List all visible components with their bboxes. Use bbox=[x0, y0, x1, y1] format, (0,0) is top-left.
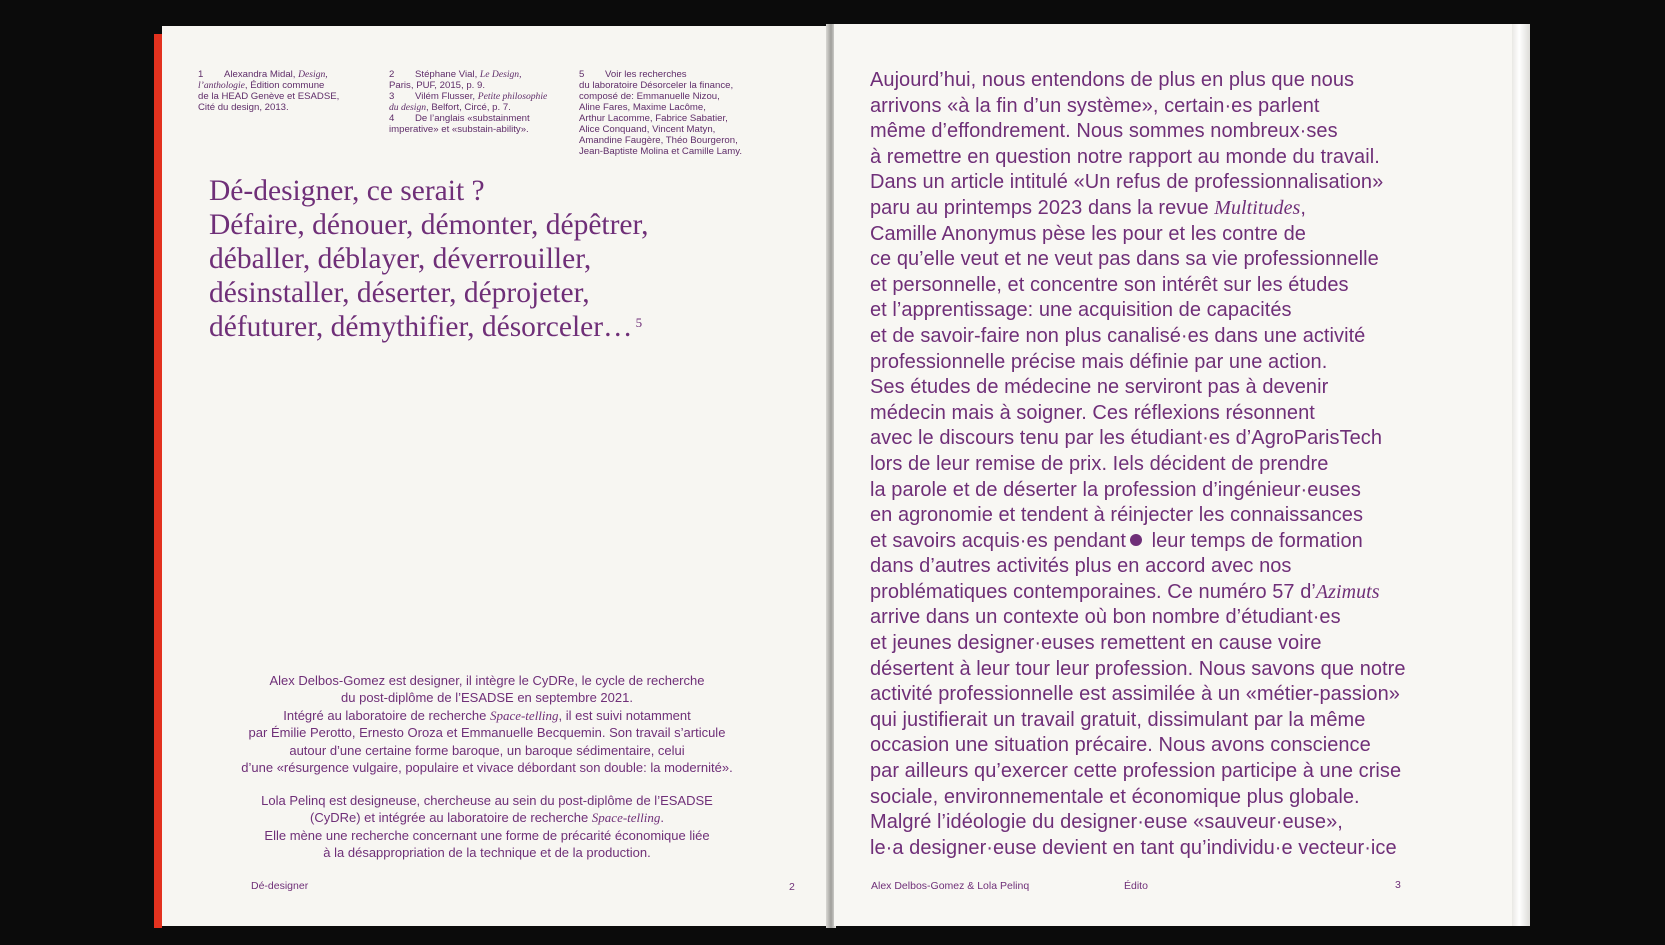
footnote-line bbox=[579, 69, 789, 80]
editorial-line bbox=[870, 657, 1510, 683]
footnote-line bbox=[389, 69, 579, 80]
editorial-line-text: médecin mais à soigner. Ces réflexions résonnent bbox=[870, 401, 1315, 424]
editorial-line-text: et savoirs acquis·es pendant bbox=[870, 529, 1126, 552]
footnote-line bbox=[198, 91, 348, 102]
footnote-5 bbox=[579, 69, 789, 157]
editorial-line bbox=[870, 529, 1510, 555]
footnote-number: 3 bbox=[389, 91, 395, 102]
footnote-italic: Design, bbox=[298, 69, 328, 80]
footnote-text: , Belfort, Circé, p. 7. bbox=[426, 102, 511, 113]
footnote-text: Jean-Baptiste Molina et Camille Lamy. bbox=[579, 146, 742, 157]
editorial-line bbox=[870, 836, 1510, 862]
editorial-line bbox=[870, 785, 1510, 811]
editorial-line bbox=[870, 580, 1510, 606]
headline-line: désinstaller, déserter, déprojeter, bbox=[209, 277, 590, 309]
footnote-line bbox=[579, 124, 789, 135]
footnote-text: composé de: Emmanuelle Nizou, bbox=[579, 91, 720, 102]
bio-line-text: par Émilie Perotto, Ernesto Oroza et Emmanuelle Becquemin. Son travail s’articule bbox=[248, 725, 726, 741]
footnote-line bbox=[389, 113, 579, 124]
editorial-line bbox=[870, 273, 1510, 299]
bio-line bbox=[182, 759, 792, 776]
editorial-line-text: professionnelle précise mais définie par une action. bbox=[870, 350, 1328, 373]
footnote-line bbox=[579, 135, 789, 146]
editorial-line bbox=[870, 452, 1510, 478]
editorial-line-text: en agronomie et tendent à réinjecter les connaissances bbox=[870, 504, 1364, 527]
editorial-line-text: à remettre en question notre rapport au monde du travail. bbox=[870, 145, 1380, 168]
editorial-text bbox=[870, 68, 1510, 861]
bio-line-text: (CyDRe) et intégrée au laboratoire de recherche bbox=[309, 810, 592, 826]
headline-line: Dé-designer, ce serait ? bbox=[209, 175, 485, 207]
footnote-text: de la HEAD Genève et ESADSE, bbox=[198, 91, 340, 102]
footnote-number: 5 bbox=[579, 69, 585, 80]
bio-line-text: autour d’une certaine forme baroque, un baroque sédimentaire, celui bbox=[289, 742, 685, 758]
footnote-text: Paris, PUF, 2015, p. 9. bbox=[389, 80, 485, 91]
editorial-line-text: la parole et de déserter la profession d’ingénieur·euses bbox=[870, 478, 1361, 501]
red-page-edge bbox=[154, 34, 162, 928]
author-bio-lola bbox=[182, 792, 792, 862]
editorial-line-text: avec le discours tenu par les étudiant·es d’AgroParisTech bbox=[870, 427, 1383, 450]
footnote-reference: 5 bbox=[635, 315, 643, 330]
bio-line bbox=[182, 724, 792, 741]
bio-line bbox=[182, 827, 792, 844]
bio-line bbox=[182, 809, 792, 826]
footnote-text: du laboratoire Désorceler la finance, bbox=[579, 80, 734, 91]
footnote-italic: du design bbox=[389, 102, 427, 113]
bio-line bbox=[182, 689, 792, 706]
editorial-line-text: Dans un article intitulé «Un refus de professionnalisation» bbox=[870, 171, 1384, 194]
footnote-line bbox=[198, 69, 348, 80]
page-number-right: 3 bbox=[1395, 879, 1401, 891]
footnote-text: , Édition commune bbox=[244, 80, 325, 91]
editorial-line bbox=[870, 350, 1510, 376]
editorial-line-italic: Azimuts bbox=[1315, 580, 1380, 603]
bio-line bbox=[182, 707, 792, 724]
footnote-text: Stéphane Vial, bbox=[415, 69, 480, 80]
editorial-line-text: Aujourd’hui, nous entendons de plus en plus que nous bbox=[870, 69, 1355, 91]
bio-line-text: à la désappropriation de la technique et de la production. bbox=[323, 845, 651, 861]
editorial-line bbox=[870, 708, 1510, 734]
footnote-line bbox=[389, 124, 579, 135]
footnote-text: Alexandra Midal, bbox=[224, 69, 299, 80]
bio-line-text: . bbox=[660, 810, 665, 826]
next-page-edge bbox=[1512, 24, 1530, 926]
editorial-line-text: ce qu’elle veut et ne veut pas dans sa vie professionnelle bbox=[870, 248, 1379, 271]
editorial-line-text: Camille Anonymus pèse les pour et les contre de bbox=[870, 222, 1306, 245]
editorial-line bbox=[870, 119, 1510, 145]
footer-title: Dé-designer bbox=[251, 880, 309, 892]
bio-line-text: d’une «résurgence vulgaire, populaire et vivace débordant son double: la modernité». bbox=[241, 760, 733, 776]
editorial-line-text: Malgré l’idéologie du designer·euse «sauveur·euse», bbox=[870, 811, 1343, 834]
editorial-line bbox=[870, 503, 1510, 529]
editorial-line bbox=[870, 426, 1510, 452]
editorial-line-text: leur temps de formation bbox=[1146, 529, 1363, 552]
footnote-number: 2 bbox=[389, 69, 395, 80]
bio-line-italic: Space-telling bbox=[591, 810, 661, 826]
footnote-text: Arthur Lacomme, Fabrice Sabatier, bbox=[579, 113, 728, 124]
footnote-line bbox=[389, 80, 579, 91]
editorial-line bbox=[870, 478, 1510, 504]
bio-line-text: Intégré au laboratoire de recherche bbox=[283, 707, 490, 723]
editorial-line-text: occasion une situation précaire. Nous avons conscience bbox=[870, 734, 1371, 757]
footnote-text: Voir les recherches bbox=[605, 69, 687, 80]
bullet-dot-icon bbox=[1130, 534, 1142, 546]
headline-line: déballer, déblayer, déverrouiller, bbox=[209, 243, 592, 275]
footnote-line bbox=[579, 91, 789, 102]
footnote-line bbox=[579, 146, 789, 157]
bio-line-text: Lola Pelinq est designeuse, chercheuse au sein du post-diplôme de l’ESADSE bbox=[261, 793, 713, 808]
editorial-line bbox=[870, 94, 1510, 120]
bio-line-text: Elle mène une recherche concernant une forme de précarité économique liée bbox=[264, 827, 710, 843]
editorial-line-text: et l’apprentissage: une acquisition de capacités bbox=[870, 299, 1292, 322]
editorial-line-text: paru au printemps 2023 dans la revue bbox=[870, 196, 1215, 219]
editorial-line-text: , bbox=[1300, 196, 1306, 219]
editorial-line-text: arrivons «à la fin d’un système», certain·es parlent bbox=[870, 94, 1320, 117]
editorial-line bbox=[870, 631, 1510, 657]
editorial-line bbox=[870, 682, 1510, 708]
editorial-line-text: qui justifierait un travail gratuit, dissimulant par la même bbox=[870, 708, 1366, 731]
headline-line: Défaire, dénouer, démonter, dépêtrer, bbox=[209, 209, 649, 241]
editorial-line-text: même d’effondrement. Nous sommes nombreux·ses bbox=[870, 120, 1338, 143]
footnote-line bbox=[579, 113, 789, 124]
right-page bbox=[834, 24, 1516, 926]
footnote-italic: Le Design, bbox=[479, 69, 522, 80]
editorial-line bbox=[870, 759, 1510, 785]
left-page bbox=[162, 26, 827, 926]
editorial-line-text: problématiques contemporaines. Ce numéro 57 d’ bbox=[870, 580, 1316, 603]
headline-block bbox=[209, 174, 809, 344]
editorial-line-text: et jeunes designer·euses remettent en cause voire bbox=[870, 632, 1322, 655]
editorial-line-text: Ses études de médecine ne serviront pas à devenir bbox=[870, 376, 1329, 399]
editorial-line bbox=[870, 196, 1510, 222]
footnote-line bbox=[198, 102, 348, 113]
bio-line-text: du post-diplôme de l’ESADSE en septembre 2021. bbox=[341, 690, 633, 706]
footnote-text: imperative» et «substain-ability». bbox=[389, 124, 529, 135]
editorial-line-text: lors de leur remise de prix. Iels décident de prendre bbox=[870, 452, 1329, 475]
editorial-line-text: le·a designer·euse devient en tant qu’individu·e vecteur·ice bbox=[870, 836, 1397, 859]
editorial-line-italic: Multitudes bbox=[1214, 196, 1301, 219]
footnote-4 bbox=[389, 113, 579, 135]
editorial-line bbox=[870, 298, 1510, 324]
editorial-line bbox=[870, 810, 1510, 836]
footnote-line bbox=[389, 91, 579, 102]
editorial-line bbox=[870, 733, 1510, 759]
editorial-line-text: dans d’autres activités plus en accord avec nos bbox=[870, 555, 1292, 578]
editorial-line bbox=[870, 605, 1510, 631]
editorial-line bbox=[870, 247, 1510, 273]
footnote-text: Amandine Faugère, Théo Bourgeron, bbox=[579, 135, 738, 146]
page-number-left: 2 bbox=[789, 881, 795, 893]
footnote-line bbox=[198, 80, 348, 91]
footnote-line bbox=[579, 80, 789, 91]
footnote-text: Vilém Flusser, bbox=[415, 91, 478, 102]
bio-line-text: , il est suivi notamment bbox=[558, 707, 691, 723]
footnote-number: 4 bbox=[389, 113, 395, 124]
editorial-line-text: par ailleurs qu’exercer cette profession participe à une crise bbox=[870, 760, 1402, 783]
footer-authors: Alex Delbos-Gomez & Lola Pelinq bbox=[871, 880, 1030, 892]
editorial-line bbox=[870, 324, 1510, 350]
footnote-italic: Petite philosophie bbox=[477, 91, 548, 102]
editorial-line bbox=[870, 375, 1510, 401]
editorial-line bbox=[870, 222, 1510, 248]
editorial-line-text: et personnelle, et concentre son intérêt sur les études bbox=[870, 273, 1349, 296]
footnote-text: Aline Fares, Maxime Lacôme, bbox=[579, 102, 706, 113]
editorial-line bbox=[870, 170, 1510, 196]
editorial-line bbox=[870, 145, 1510, 171]
footnote-line bbox=[389, 102, 579, 113]
footnote-2 bbox=[389, 69, 579, 91]
bio-line bbox=[182, 742, 792, 759]
editorial-line bbox=[870, 554, 1510, 580]
editorial-line-text: arrive dans un contexte où bon nombre d’étudiant·es bbox=[870, 606, 1341, 629]
editorial-line bbox=[870, 68, 1510, 94]
headline-line-text: défuturer, démythifier, désorceler… bbox=[209, 311, 633, 343]
editorial-line bbox=[870, 401, 1510, 427]
bio-line bbox=[182, 844, 792, 861]
footer-section: Édito bbox=[1124, 880, 1148, 892]
footnote-1 bbox=[198, 69, 348, 113]
footnote-3 bbox=[389, 91, 579, 113]
author-bio-alex bbox=[182, 672, 792, 776]
footnote-text: De l’anglais «substainment bbox=[415, 113, 530, 124]
footnote-line bbox=[579, 102, 789, 113]
bio-line bbox=[182, 792, 792, 809]
footnote-text: Alice Conquand, Vincent Matyn, bbox=[579, 124, 716, 135]
bio-line bbox=[182, 672, 792, 689]
bio-line-italic: Space-telling bbox=[489, 707, 559, 723]
bio-line-text: Alex Delbos-Gomez est designer, il intègre le CyDRe, le cycle de recherche bbox=[269, 673, 705, 688]
editorial-line-text: et de savoir-faire non plus canalisé·es dans une activité bbox=[870, 324, 1366, 347]
editorial-line-text: désertent à leur tour leur profession. Nous savons que notre bbox=[870, 657, 1406, 680]
footnote-italic: l’anthologie bbox=[198, 80, 245, 91]
editorial-line-text: activité professionnelle est assimilée à un «métier-passion» bbox=[870, 683, 1400, 706]
headline-line-last bbox=[209, 310, 809, 344]
editorial-line-text: sociale, environnementale et économique plus globale. bbox=[870, 785, 1360, 808]
footnote-text: Cité du design, 2013. bbox=[198, 102, 289, 113]
footnote-number: 1 bbox=[198, 69, 204, 80]
